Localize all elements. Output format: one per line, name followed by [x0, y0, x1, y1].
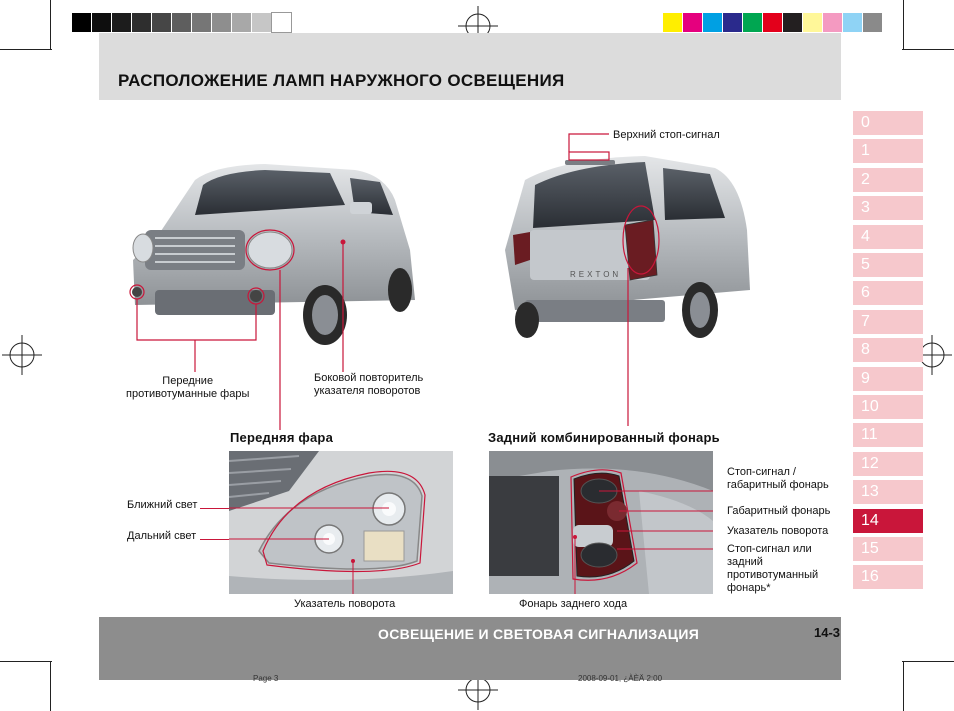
crop-mark [50, 661, 51, 711]
calibration-swatch [683, 13, 702, 32]
page-title: РАСПОЛОЖЕНИЕ ЛАМП НАРУЖНОГО ОСВЕЩЕНИЯ [118, 71, 565, 90]
calibration-swatch [132, 13, 151, 32]
calibration-swatch [252, 13, 271, 32]
calibration-swatch [172, 13, 191, 32]
calibration-swatch [72, 13, 91, 32]
reverse-light-label: Фонарь заднего хода [519, 598, 628, 610]
calibration-swatch [212, 13, 231, 32]
calibration-swatch [152, 13, 171, 32]
calibration-swatch [112, 13, 131, 32]
high-beam-label: Дальний свет [127, 530, 197, 542]
calibration-swatch [663, 13, 682, 32]
calibration-swatch [843, 13, 862, 32]
chapter-tab-1[interactable]: 1 [853, 139, 923, 163]
chapter-tab-5[interactable]: 5 [853, 253, 923, 277]
crop-mark [0, 49, 52, 50]
rear-badge-text: REXTON [570, 270, 622, 279]
chapter-tab-2[interactable]: 2 [853, 168, 923, 192]
brake-or-rear-fog-label: Стоп-сигнал или задний противотуманный фонарь* [727, 543, 819, 594]
print-date-info: 2008-09-01, ¿ÀÈÄ 2:00 [578, 674, 663, 683]
chapter-tab-7[interactable]: 7 [853, 310, 923, 334]
crop-mark [903, 661, 904, 711]
calibration-swatch [272, 13, 291, 32]
chapter-tab-0[interactable]: 0 [853, 111, 923, 135]
chapter-tab-12[interactable]: 12 [853, 452, 923, 476]
chapter-title: ОСВЕЩЕНИЕ И СВЕТОВАЯ СИГНАЛИЗАЦИЯ [378, 626, 700, 642]
chapter-tab-13[interactable]: 13 [853, 480, 923, 504]
calibration-swatch [703, 13, 722, 32]
rear-car-callouts [485, 130, 755, 430]
side-repeater-label: Боковой повторитель указателя поворотов [314, 372, 424, 397]
crop-mark [0, 661, 52, 662]
calibration-swatch [743, 13, 762, 32]
crop-mark [902, 49, 954, 50]
headlight-callouts [229, 451, 453, 594]
calibration-swatch [232, 13, 251, 32]
chapter-tab-14[interactable]: 14 [853, 509, 923, 533]
calibration-swatch [823, 13, 842, 32]
crop-mark [50, 0, 51, 50]
low-beam-label: Ближний свет [127, 499, 198, 511]
tail-light-label: Габаритный фонарь [727, 505, 831, 517]
calibration-swatch [92, 13, 111, 32]
chapter-tab-8[interactable]: 8 [853, 338, 923, 362]
page-number: 14-3 [814, 625, 841, 640]
low-beam-leader [200, 508, 229, 509]
chapter-tab-4[interactable]: 4 [853, 225, 923, 249]
brake-tail-light-label: Стоп-сигнал / габаритный фонарь [727, 466, 829, 491]
rear-lamp-callouts [489, 451, 713, 594]
upper-brake-light-label: Верхний стоп-сигнал [613, 129, 720, 141]
registration-mark-left [2, 335, 42, 375]
chapter-tab-10[interactable]: 10 [853, 395, 923, 419]
high-beam-leader [200, 539, 229, 540]
chapter-tab-9[interactable]: 9 [853, 367, 923, 391]
front-headlight-heading: Передняя фара [230, 430, 334, 445]
chapter-tab-6[interactable]: 6 [853, 281, 923, 305]
front-fog-lights-label: Передние противотуманные фары [126, 375, 250, 400]
calibration-swatch [192, 13, 211, 32]
calibration-swatch [763, 13, 782, 32]
calibration-swatch [803, 13, 822, 32]
chapter-tab-16[interactable]: 16 [853, 565, 923, 589]
crop-mark [902, 661, 954, 662]
calibration-swatch [723, 13, 742, 32]
chapter-tab-3[interactable]: 3 [853, 196, 923, 220]
chapter-tab-15[interactable]: 15 [853, 537, 923, 561]
front-turn-signal-label: Указатель поворота [294, 598, 396, 610]
calibration-swatch [783, 13, 802, 32]
rear-combination-heading: Задний комбинированный фонарь [488, 430, 720, 445]
print-page-info: Page 3 [253, 674, 279, 683]
chapter-tab-11[interactable]: 11 [853, 423, 923, 447]
calibration-swatch [863, 13, 882, 32]
rear-turn-signal-label: Указатель поворота [727, 525, 829, 537]
crop-mark [903, 0, 904, 50]
